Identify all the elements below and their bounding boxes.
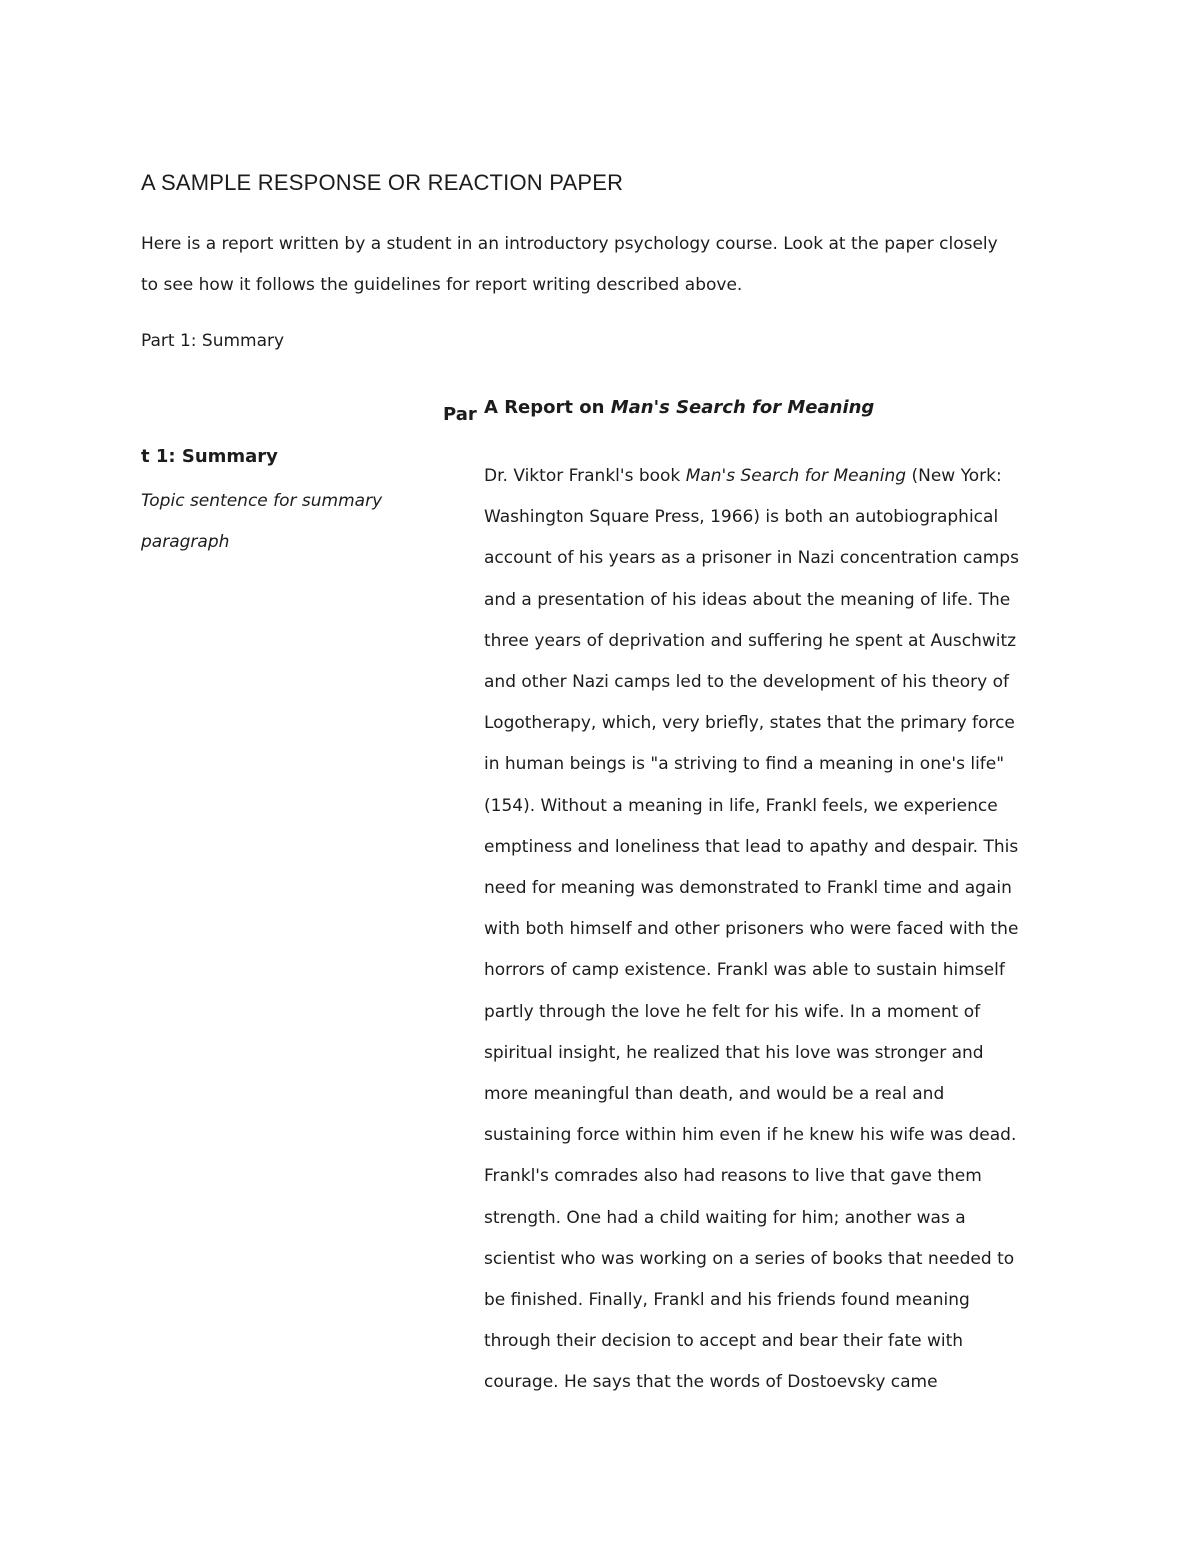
side-heading-fragment-2: t 1: Summary	[141, 446, 278, 467]
report-body-line: in human beings is "a striving to find a meaning in one's life"	[484, 754, 1005, 775]
report-body-line: more meaningful than death, and would be a real and	[484, 1084, 945, 1105]
report-body-line: strength. One had a child waiting for him; another was a	[484, 1207, 966, 1228]
report-body-line: (154). Without a meaning in life, Frankl feels, we experience	[484, 795, 998, 816]
report-body-line: be finished. Finally, Frankl and his friends found meaning	[484, 1290, 970, 1311]
report-body-line: scientist who was working on a series of books that needed to	[484, 1248, 1015, 1269]
report-body-line: three years of deprivation and suffering he spent at Auschwitz	[484, 630, 1017, 651]
report-body-line: Logotherapy, which, very briefly, states that the primary force	[484, 713, 1015, 734]
report-body-line: spiritual insight, he realized that his love was stronger and	[484, 1042, 984, 1063]
report-body-line: courage. He says that the words of Dostoevsky came	[484, 1372, 938, 1393]
report-body-line: through their decision to accept and bear their fate with	[484, 1331, 964, 1352]
report-body-line: Washington Square Press, 1966) is both an autobiographical	[484, 507, 999, 528]
report-body-line: Frankl's comrades also had reasons to live that gave them	[484, 1166, 982, 1187]
report-body-line	[484, 456, 1084, 497]
report-title	[484, 397, 874, 418]
intro-line-1: Here is a report written by a student in an introductory psychology course. Look at the paper closely	[141, 234, 998, 254]
side-heading-fragment-1: Par	[443, 404, 477, 425]
margin-note-line-2: paragraph	[141, 532, 230, 552]
margin-note-line-1: Topic sentence for summary	[141, 491, 383, 511]
intro-line-2: to see how it follows the guidelines for report writing described above.	[141, 275, 743, 295]
report-body-line: horrors of camp existence. Frankl was able to sustain himself	[484, 960, 1005, 981]
report-body-line: partly through the love he felt for his wife. In a moment of	[484, 1001, 981, 1022]
report-body-line: and other Nazi camps led to the development of his theory of	[484, 672, 1010, 693]
report-body-line: account of his years as a prisoner in Nazi concentration camps	[484, 548, 1019, 569]
report-body-line: sustaining force within him even if he knew his wife was dead.	[484, 1125, 1017, 1146]
report-title-book: Man's Search for Meaning	[610, 397, 875, 418]
part-label: Part 1: Summary	[141, 331, 285, 351]
report-body	[484, 456, 1084, 1404]
intro-paragraph	[141, 224, 1061, 306]
margin-note	[141, 481, 441, 563]
report-body-line: need for meaning was demonstrated to Frankl time and again	[484, 878, 1012, 899]
report-body-line: and a presentation of his ideas about the meaning of life. The	[484, 589, 1011, 610]
first-line-book: Man's Search for Meaning	[685, 466, 907, 486]
first-line-post: (New York:	[906, 466, 1002, 486]
page-heading: A SAMPLE RESPONSE OR REACTION PAPER	[141, 170, 624, 195]
report-body-line: with both himself and other prisoners who were faced with the	[484, 919, 1019, 940]
report-title-prefix: A Report on	[484, 397, 611, 418]
first-line-pre: Dr. Viktor Frankl's book	[484, 466, 686, 486]
report-body-line: emptiness and loneliness that lead to apathy and despair. This	[484, 836, 1019, 857]
